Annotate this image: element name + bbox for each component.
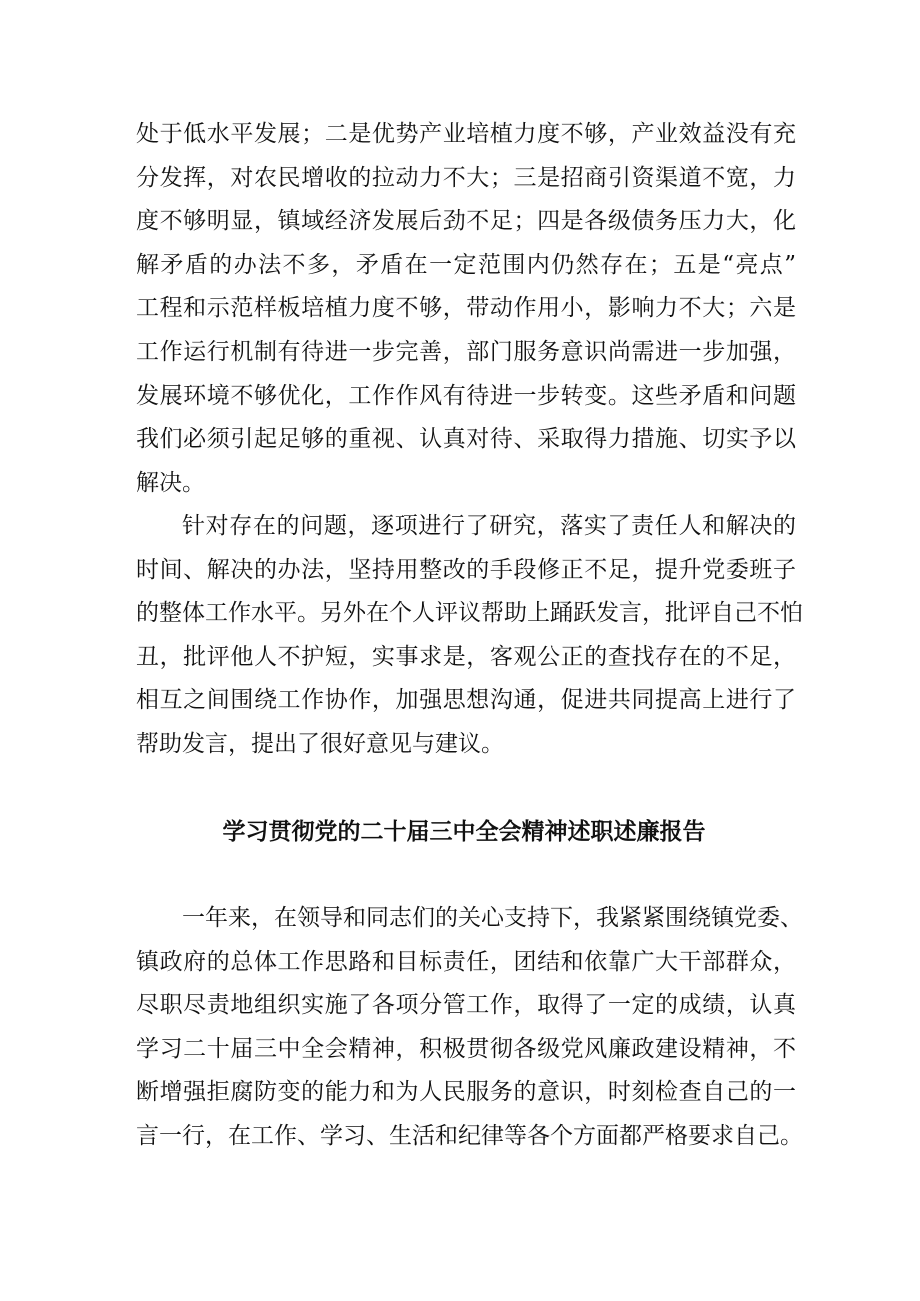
paragraph-line: 分发挥，对农民增收的拉动力不大；三是招商引资渠道不宽，力: [136, 164, 796, 191]
paragraph-line: 工作运行机制有待进一步完善，部门服务意识尚需进一步加强，: [136, 338, 796, 365]
paragraph-line: 度不够明显，镇域经济发展后劲不足；四是各级债务压力大，化: [136, 208, 796, 235]
paragraph-line: 解矛盾的办法不多，矛盾在一定范围内仍然存在；五是“亮点”: [136, 251, 796, 278]
paragraph-report-intro: [136, 897, 803, 1159]
paragraph-line: 工程和示范样板培植力度不够，带动作用小，影响力不大；六是: [136, 295, 796, 322]
paragraph-line: 尽职尽责地组织实施了各项分管工作，取得了一定的成绩，认真: [136, 992, 796, 1019]
paragraph-line: 丑，批评他人不护短，实事求是，客观公正的查找存在的不足，: [136, 643, 796, 670]
paragraph-line: 处于低水平发展；二是优势产业培植力度不够，产业效益没有充: [136, 121, 796, 147]
paragraph-line-last: 帮助发言，提出了很好意见与建议。: [136, 730, 504, 757]
paragraph-line: 镇政府的总体工作思路和目标责任，团结和依靠广大干部群众，: [136, 948, 796, 975]
paragraph-line: 发展环境不够优化，工作作风有待进一步转变。这些矛盾和问题: [136, 382, 796, 409]
paragraph-line: 言一行，在工作、学习、生活和纪律等各个方面都严格要求自己。: [136, 1122, 803, 1149]
paragraph-line: 时间、解决的办法，坚持用整改的手段修正不足，提升党委班子: [136, 556, 796, 583]
paragraph-line: 我们必须引起足够的重视、认真对待、采取得力措施、切实予以: [136, 426, 796, 453]
paragraph-line: 相互之间围绕工作协作，加强思想沟通，促进共同提高上进行了: [136, 687, 796, 714]
paragraph-problems-continued: [136, 113, 796, 505]
paragraph-line-first: 一年来，在领导和同志们的关心支持下，我紧紧围绕镇党委、: [182, 905, 803, 931]
report-title: 学习贯彻党的二十届三中全会精神述职述廉报告: [222, 818, 706, 845]
paragraph-line-last: 解决。: [136, 469, 205, 496]
paragraph-line-first: 针对存在的问题，逐项进行了研究，落实了责任人和解决的: [182, 513, 796, 539]
paragraph-line: 的整体工作水平。另外在个人评议帮助上踊跃发言，批评自己不怕: [136, 600, 803, 627]
paragraph-line: 学习二十届三中全会精神，积极贯彻各级党风廉政建设精神，不: [136, 1035, 796, 1062]
paragraph-line: 断增强拒腐防变的能力和为人民服务的意识，时刻检查自己的一: [136, 1079, 796, 1106]
paragraph-rectification: [136, 505, 803, 767]
